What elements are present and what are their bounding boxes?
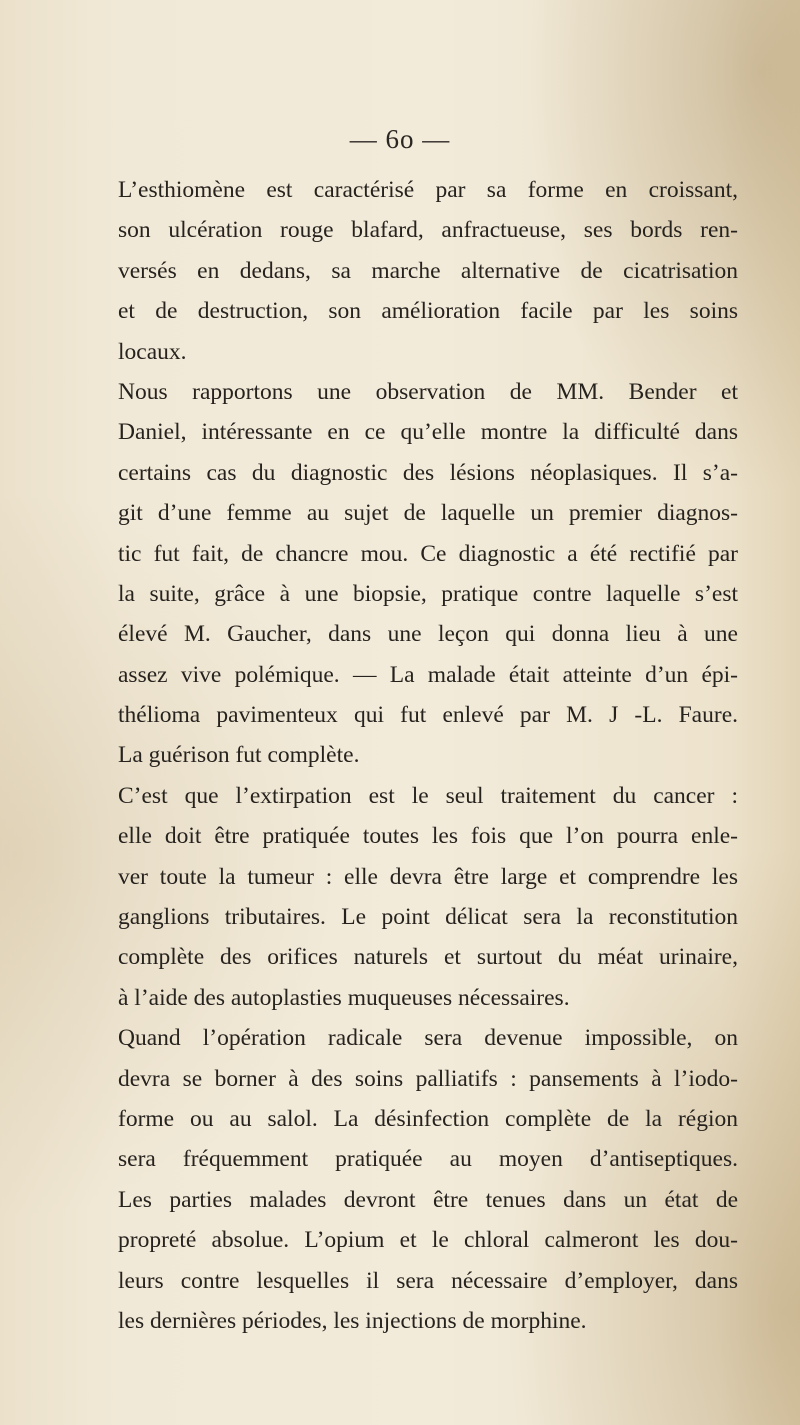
text-line: assez vive polémique. — La malade était atteinte d’un épi- — [118, 661, 738, 688]
text-line: C’est que l’extirpation est le seul traitement du cancer : — [118, 782, 738, 809]
text-line: Daniel, intéressante en ce qu’elle montre la difficulté dans — [118, 419, 738, 446]
text-line: Les parties malades devront être tenues dans un état de — [118, 1186, 738, 1213]
text-line: les dernières périodes, les injections de morphine. — [118, 1307, 587, 1334]
text-line: sera fréquemment pratiquée au moyen d’antiseptiques. — [118, 1146, 738, 1173]
text-line: ver toute la tumeur : elle devra être large et comprendre les — [118, 863, 738, 890]
text-line: elle doit être pratiquée toutes les fois que l’on pourra enle- — [118, 823, 738, 850]
text-line: à l’aide des autoplasties muqueuses nécessaires. — [118, 984, 570, 1011]
text-line: propreté absolue. L’opium et le chloral calmeront les dou- — [118, 1227, 738, 1254]
text-line: La guérison fut complète. — [118, 742, 360, 769]
text-line: git d’une femme au sujet de laquelle un premier diagnos- — [118, 500, 738, 527]
text-line: thélioma pavimenteux qui fut enlevé par M. J -L. Faure. — [118, 702, 738, 729]
body-text — [118, 170, 738, 1341]
text-line: locaux. — [118, 338, 187, 365]
text-line: certains cas du diagnostic des lésions néoplasiques. Il s’a- — [118, 459, 738, 486]
text-line: son ulcération rouge blafard, anfractueuse, ses bords ren- — [118, 217, 738, 244]
text-line: versés en dedans, sa marche alternative de cicatrisation — [118, 257, 738, 284]
text-line: et de destruction, son amélioration facile par les soins — [118, 298, 738, 325]
text-line: Quand l’opération radicale sera devenue impossible, on — [118, 1025, 738, 1052]
text-line: L’esthiomène est caractérisé par sa forme en croissant, — [118, 177, 738, 203]
text-line: devra se borner à des soins palliatifs : pansements à l’iodo- — [118, 1065, 738, 1092]
text-line: élevé M. Gaucher, dans une leçon qui donna lieu à une — [118, 621, 738, 648]
text-line: leurs contre lesquelles il sera nécessaire d’employer, dans — [118, 1267, 738, 1294]
text-line: complète des orifices naturels et surtout du méat urinaire, — [118, 944, 738, 971]
text-line: ganglions tributaires. Le point délicat sera la reconstitution — [118, 904, 738, 931]
text-line: forme ou au salol. La désinfection complète de la région — [118, 1105, 738, 1132]
text-line: tic fut fait, de chancre mou. Ce diagnostic a été rectifié par — [118, 540, 738, 567]
text-line: la suite, grâce à une biopsie, pratique contre laquelle s’est — [118, 580, 738, 607]
text-line: Nous rapportons une observation de MM. Bender et — [118, 378, 738, 405]
page-number: — 6o — — [349, 124, 451, 154]
